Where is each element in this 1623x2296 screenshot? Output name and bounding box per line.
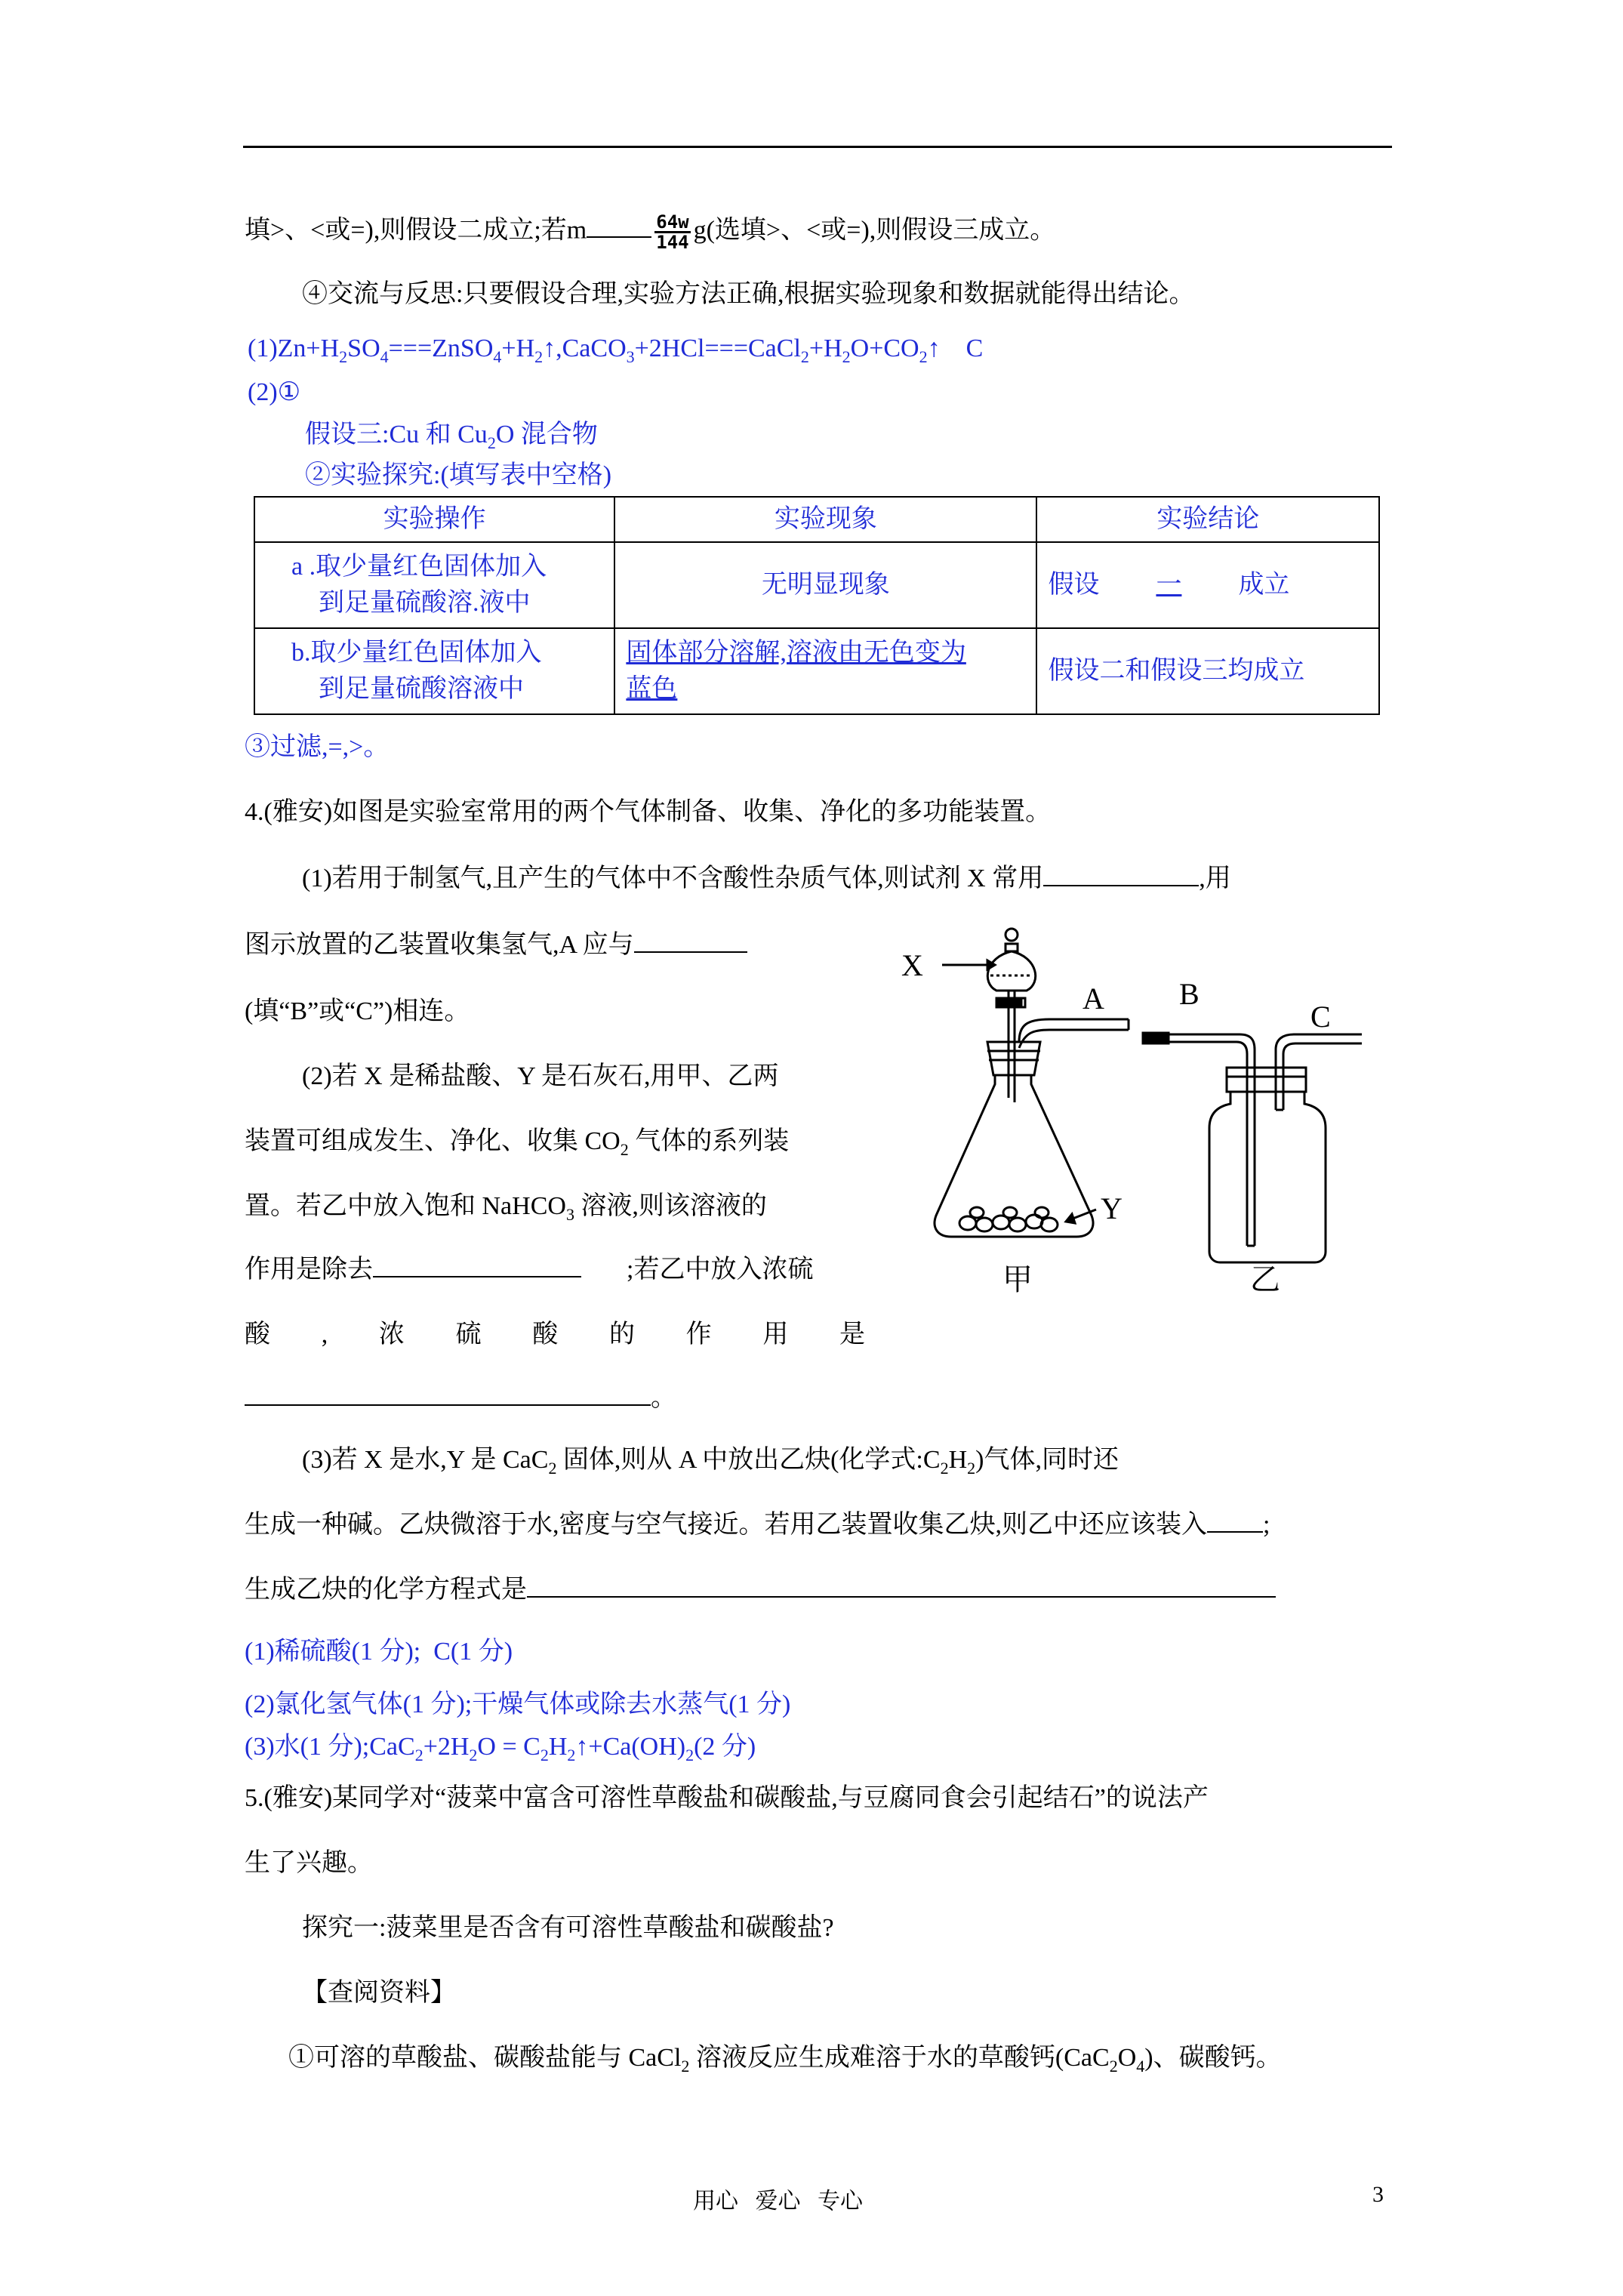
text: H	[948, 1446, 968, 1474]
text: 作用是除去	[245, 1256, 373, 1284]
rubber-tube-icon	[1143, 1033, 1169, 1043]
q3-line1-text: 填>、<或=),则假设二成立;若m	[245, 216, 587, 245]
text: ↑+Ca(OH)	[575, 1733, 686, 1761]
separatory-funnel-icon	[987, 951, 1035, 991]
fraction-denominator: 144	[656, 232, 689, 253]
answer-text: ===ZnSO	[388, 334, 494, 362]
cell-text: 到足量硫酸溶液中	[319, 675, 524, 703]
text: H	[548, 1733, 568, 1761]
table-cell-operation	[254, 628, 614, 714]
blank	[587, 214, 651, 238]
label-b: B	[1179, 977, 1200, 1011]
text: O = C	[477, 1733, 540, 1761]
q3-answer-line3: 假设三:Cu 和 $Cu_2O$ 混合物	[305, 421, 598, 452]
answer-text: +H	[501, 334, 535, 362]
caption-yi: 乙	[1250, 1262, 1280, 1296]
cell-text: a .取少量红色固体加入	[291, 553, 547, 581]
q4-p3-line2	[245, 1509, 1270, 1542]
cell-text: 成立	[1238, 571, 1290, 599]
answer-text: ↑,CaCO	[543, 334, 627, 362]
q3-answer-line2: (2)①	[248, 378, 301, 406]
answer-text: 假设三:Cu 和 Cu	[305, 421, 488, 448]
text: ,	[321, 1321, 328, 1348]
label-x: X	[901, 948, 923, 982]
q4-p2-line2: 装置可组成发生、净化、收集 $CO_2$ 气体的系列装	[245, 1127, 790, 1159]
q3-line1	[245, 213, 1055, 251]
text: 硫	[455, 1321, 482, 1348]
table-header-cell: 实验操作	[254, 497, 614, 542]
experiment-table	[254, 496, 1380, 715]
q4-title: 4.(雅安)如图是实验室常用的两个气体制备、收集、净化的多功能装置。	[245, 798, 1052, 826]
text: ①可溶的草酸盐、碳酸盐能与 CaCl	[288, 2044, 682, 2072]
text: 酸	[532, 1321, 559, 1348]
text: +2H	[423, 1733, 470, 1761]
limestone-pieces-icon	[959, 1207, 1058, 1231]
text: 置。若乙中放入饱和 NaHCO	[245, 1192, 566, 1220]
q4-p2-line3: 置。若乙中放入饱和 NaHCO$_3$ 溶液,则该溶液的	[245, 1192, 767, 1224]
text: ,用	[1199, 864, 1231, 892]
q4-answer-line3: (3)水(1 分)$;CaC_2+2H_2O$ = $C_2H_2↑+Ca(OH)_2(2$ 分)	[245, 1733, 756, 1764]
q4-answer-line2: (2)氯化氢气体(1 分);干燥气体或除去水蒸气(1 分)	[245, 1690, 791, 1718]
text: ;	[1263, 1511, 1270, 1539]
bottle-stopper-icon	[1227, 1068, 1306, 1092]
answer-text: O+CO	[850, 334, 919, 362]
fraction-numerator: 64w	[656, 211, 689, 233]
text: 溶液,则该溶液的	[574, 1192, 767, 1220]
table-header-row	[254, 497, 1379, 542]
blank	[527, 1573, 1276, 1598]
text: 溶液反应生成难溶于水的草酸钙(CaC	[689, 2044, 1110, 2072]
cell-text: 到足量硫酸溶.液中	[319, 589, 531, 617]
text: 生成一种碱。乙炔微溶于水,密度与空气接近。若用乙装置收集乙炔,则乙中还应该装入	[245, 1511, 1207, 1539]
q5-line3: 探究一:菠菜里是否含有可溶性草酸盐和碳酸盐?	[302, 1914, 834, 1942]
text: 浓	[378, 1321, 405, 1348]
blank	[634, 929, 747, 953]
text: (3)水(1 分);CaC	[245, 1733, 415, 1761]
cell-text: b.取少量红色固体加入	[291, 639, 542, 667]
q4-p2-line6	[245, 1382, 676, 1415]
q4-p3-line1: (3)若 X 是水,Y 是 CaC$_2$ 固体,则从 A 中放出乙炔(化学式$:C_2H_2$)气体,同时还	[302, 1446, 1119, 1478]
label-y: Y	[1101, 1191, 1123, 1225]
q5-line2: 生了兴趣。	[245, 1849, 373, 1877]
table-cell-phenomenon: 无明显现象	[614, 542, 1036, 628]
text: )气体,同时还	[975, 1446, 1119, 1474]
q4-p2-line4	[245, 1253, 813, 1287]
q5-line5: ①可溶的草酸盐、碳酸盐能与 CaCl$_2$ 溶液反应生成难溶于水的草酸钙$(CaC_2O_4)$、碳酸钙。	[288, 2044, 1282, 2076]
q4-p1-line1	[302, 862, 1231, 895]
text: (1)若用于制氢气,且产生的气体中不含酸性杂质气体,则试剂 X 常用	[302, 864, 1044, 892]
q3-answer-line1: $(1)Zn+H_2SO_4===ZnSO_4+H_2↑,CaCO_3+2HCl===CaCl_2+H_2O+CO_2↑$ C	[248, 334, 984, 366]
text: 气体的系列装	[628, 1127, 790, 1155]
q4-p1-line3: (填“B”或“C”)相连。	[245, 997, 470, 1025]
text: 。	[651, 1384, 676, 1412]
answer-text: +2HCl===CaCl	[634, 334, 801, 362]
funnel-stopper-icon	[1006, 929, 1018, 941]
fraction	[654, 213, 690, 251]
table-cell-conclusion	[1036, 542, 1379, 628]
table-cell-phenomenon	[614, 628, 1036, 714]
q4-p3-line3	[245, 1573, 1276, 1607]
q4-p2-line5	[245, 1318, 865, 1351]
footer-motto: 用心 爱心 专心	[693, 2189, 863, 2214]
text: O	[1117, 2044, 1137, 2072]
text: 图示放置的乙装置收集氢气,A 应与	[245, 931, 634, 959]
text: 用	[762, 1321, 789, 1348]
cell-text: 固体部分溶解,溶液由无色变为	[626, 639, 966, 667]
header-rule	[243, 146, 1392, 148]
q3-line1-text-b: (选填>、<或=),则假设三成立。	[706, 216, 1056, 245]
label-c: C	[1310, 1000, 1331, 1034]
q3-answer-line4: ②实验探究:(填写表中空格)	[305, 461, 612, 489]
text: 是	[839, 1321, 865, 1348]
q4-answer-line1: (1)稀硫酸(1 分); C(1 分)	[245, 1638, 513, 1666]
text: )、碳酸钙。	[1144, 2044, 1282, 2072]
answer-text: O 混合物	[495, 421, 598, 448]
label-a: A	[1083, 982, 1104, 1015]
text: 装置可组成发生、净化、收集 CO	[245, 1127, 621, 1155]
table-header-cell: 实验结论	[1036, 497, 1379, 542]
table-header-cell: 实验现象	[614, 497, 1036, 542]
text: 作	[685, 1321, 712, 1348]
blank	[373, 1253, 581, 1277]
blank	[1043, 862, 1199, 886]
blank	[245, 1382, 651, 1406]
cell-text: 假设	[1048, 571, 1100, 599]
text: (3)若 X 是水,Y 是 CaC	[302, 1446, 549, 1474]
text: (2 分)	[694, 1733, 756, 1761]
answer-text: +H	[808, 334, 842, 362]
gas-bottle-icon	[1209, 1092, 1326, 1262]
table-row	[254, 542, 1379, 628]
table-cell-operation	[254, 542, 614, 628]
q4-p1-line2	[245, 929, 747, 962]
q5-line1: 5.(雅安)某同学对“菠菜中富含可溶性草酸盐和碳酸盐,与豆腐同食会引起结石”的说法产	[245, 1784, 1209, 1812]
table-row	[254, 628, 1379, 714]
answer-text: (1)Zn+H	[248, 334, 340, 362]
unit: g	[693, 216, 707, 245]
q4-p2-line1: (2)若 X 是稀盐酸、Y 是石灰石,用甲、乙两	[302, 1062, 779, 1090]
answer-text: SO	[347, 334, 380, 362]
text: 酸	[245, 1321, 270, 1348]
blank	[1207, 1509, 1263, 1533]
q3-line2: ④交流与反思:只要假设合理,实验方法正确,根据实验现象和数据就能得出结论。	[302, 280, 1195, 308]
answer-text: ↑ C	[927, 334, 984, 362]
q3-answer-after: ③过滤,=,>。	[245, 733, 390, 761]
text: 生成乙炔的化学方程式是	[245, 1576, 527, 1604]
apparatus-figure	[898, 914, 1381, 1306]
q5-line4: 【查阅资料】	[302, 1979, 456, 2007]
text: 的	[608, 1321, 635, 1348]
table-cell-conclusion: 假设二和假设三均成立	[1036, 628, 1379, 714]
cell-text: 蓝色	[626, 675, 678, 703]
caption-jia: 甲	[1002, 1262, 1033, 1296]
text: 固体,则从 A 中放出乙炔(化学式:C	[556, 1446, 941, 1474]
cell-text: 一	[1156, 571, 1182, 599]
page-number: 3	[1372, 2182, 1384, 2207]
text: ;若乙中放入浓硫	[627, 1256, 814, 1284]
